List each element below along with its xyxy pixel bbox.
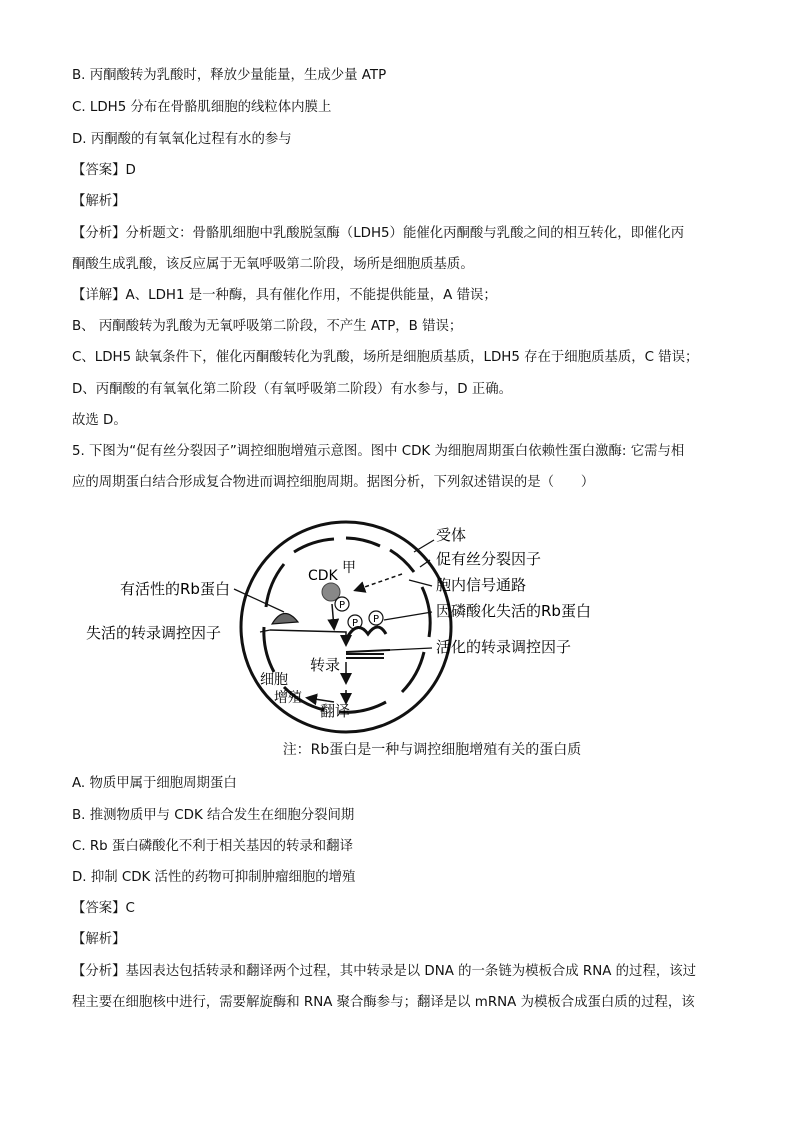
analysis-label: 【解析】 [72,932,126,947]
tf-arrow [270,630,346,644]
active-tf-line [346,650,390,652]
active-tf-label: 活化的转录调控因子 [436,638,572,656]
transcription-label: 转录 [310,656,341,674]
cdk-label: CDK [308,568,338,584]
answer-label: 【答案】C [72,901,135,916]
figure-note [0,740,794,760]
phosphate-label: P [372,614,380,625]
option-b-text: B. 丙酮酸转为乳酸时，释放少量能量，生成少量 ATP [72,68,387,83]
option-c: C. Rb 蛋白磷酸化不利于相关基因的转录和翻译 [72,839,353,854]
analysis-para-1: 【分析】分析题文：骨骼肌细胞中乳酸脱氢酶（LDH5）能催化丙酮酸与乳酸之间的相互转化，即催化丙 [72,226,685,241]
detail-b: B、 丙酮酸转为乳酸为无氧呼吸第二阶段，不产生 ATP，B 错误； [72,319,463,334]
conclusion: 故选 D。 [72,413,127,428]
analysis-label: 【解析】 [72,194,126,209]
signal-arrow [356,574,402,590]
mitogen-label: 促有丝分裂因子 [436,550,542,568]
jia-label: 甲 [342,560,356,576]
inactive-rb-shape [348,627,386,636]
phospho-rb-label: 因磷酸化失活的Rb蛋白 [436,602,591,620]
cdk-arrow [332,604,334,628]
question-5-stem-1: 5. 下图为“促有丝分裂因子”调控细胞增殖示意图。图中 CDK 为细胞周期蛋白依赖性蛋白激酶: 它需与相 [72,444,685,459]
detail-c: C、LDH5 缺氧条件下，催化丙酮酸转化为乳酸，场所是细胞质基质，LDH5 存在于细胞质基质，C 错误； [72,350,699,365]
detail-d: D、丙酮酸的有氧氧化第二阶段（有氧呼吸第二阶段）有水参与，D 正确。 [72,382,512,397]
active-rb-shape [272,613,298,624]
analysis-para-2: 酮酸生成乳酸，该反应属于无氧呼吸第二阶段，场所是细胞质基质。 [72,257,474,272]
active-rb-label: 有活性的Rb蛋白 [120,580,230,598]
receptor-label: 受体 [436,526,467,544]
answer-label: 【答案】D [72,163,136,178]
phosphate-label: P [338,600,346,611]
analysis-para-1: 【分析】基因表达包括转录和翻译两个过程，其中转录是以 DNA 的一条链为模板合成 RNA 的过程，该过 [72,964,697,979]
proliferation-label: 增殖 [274,690,302,706]
detail-a: 【详解】A、LDH1 是一种酶，具有催化作用，不能提供能量，A 错误； [72,288,497,303]
question-5-stem-2: 应的周期蛋白结合形成复合物进而调控细胞周期。据图分析，下列叙述错误的是（ ） [72,475,595,490]
option-c-text: C. LDH5 分布在骨骼肌细胞的线粒体内膜上 [72,100,332,115]
signal-path-label: 胞内信号通路 [436,576,527,594]
translation-label: 翻译 [320,702,351,720]
analysis-para-2: 程主要在细胞核中进行，需要解旋酶和 RNA 聚合酶参与；翻译是以 mRNA 为模板合成蛋白质的过程，该 [72,995,695,1010]
cell-label: 细胞 [260,672,288,688]
cell-cycle-figure [84,512,664,752]
inactive-tf-label: 失活的转录调控因子 [86,624,222,642]
figure-note-text: 注：Rb蛋白是一种与调控细胞增殖有关的蛋白质 [282,742,582,758]
option-a: A. 物质甲属于细胞周期蛋白 [72,776,237,791]
option-d-text: D. 丙酮酸的有氧氧化过程有水的参与 [72,132,292,147]
option-b: B. 推测物质甲与 CDK 结合发生在细胞分裂间期 [72,808,355,823]
cell-diagram [84,512,664,752]
option-d: D. 抑制 CDK 活性的药物可抑制肿瘤细胞的增殖 [72,870,356,885]
phosphate-label: P [351,618,359,629]
